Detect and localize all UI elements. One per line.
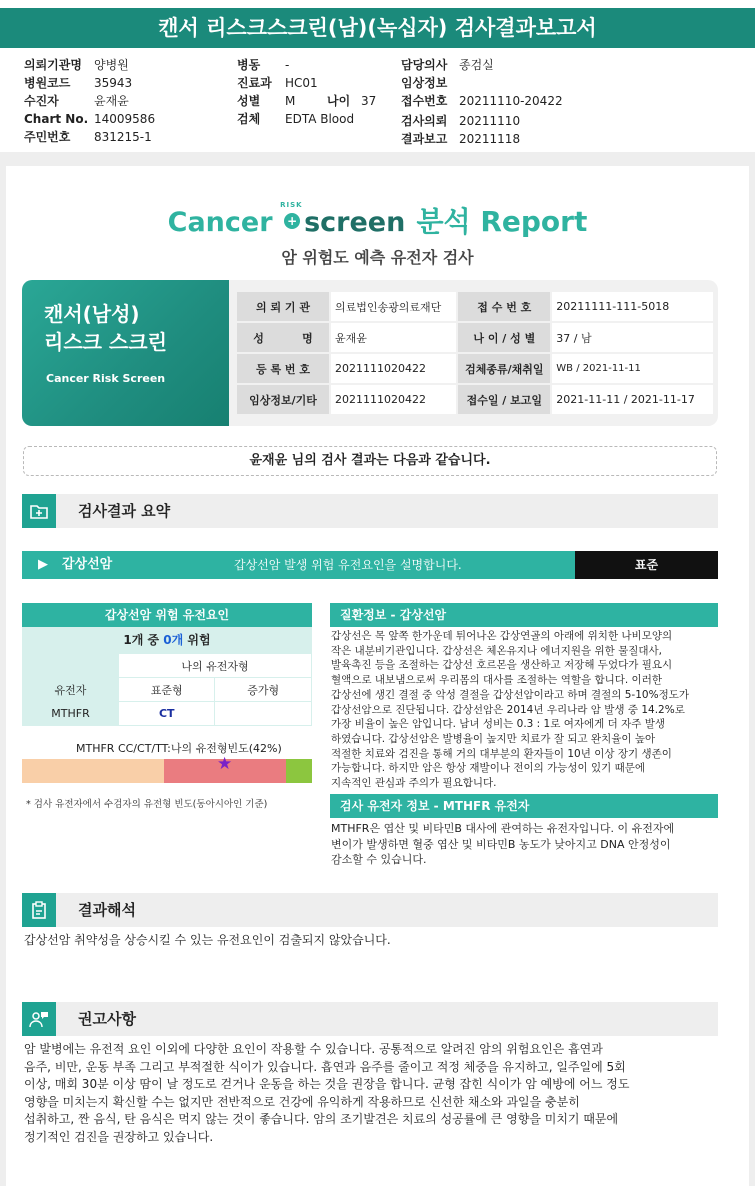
patient-info-table [235,290,715,416]
info-key: 성 명 [237,323,329,352]
section-title: 권고사항 [78,1010,136,1028]
header-value: 14009586 [94,112,156,126]
recommendation-text [24,1041,724,1147]
frequency-segment-cc [22,759,164,783]
section-title: 결과해석 [78,901,136,919]
risk-level-badge: 표준 [575,551,718,579]
category-desc: 갑상선암 발생 위험 유전요인을 설명합니다. [234,558,462,572]
header-label: 의뢰기관명 [24,58,82,72]
info-value: WB / 2021-11-11 [552,354,713,383]
logo-risk: RISK [280,201,303,209]
col-gene-header: 유전자 [23,678,119,702]
greeting-box: 윤재윤 님의 검사 결과는 다음과 같습니다. [23,446,717,476]
my-genotype-star-icon: ★ [217,754,233,774]
info-key: 검체종류/채취일 [458,354,550,383]
info-value: 20211111-111-5018 [552,292,713,321]
header-label: 병원코드 [24,76,71,90]
risk-box-title: 갑상선암 위험 유전요인 [22,603,312,627]
header-value: 35943 [94,76,133,90]
product-english: Cancer Risk Screen [46,372,166,385]
gene-info-text [331,821,716,868]
header-label: 접수번호 [401,94,448,108]
header-value: 831215-1 [94,130,152,144]
header-value: HC01 [285,76,318,90]
section-title: 검사결과 요약 [78,502,171,520]
recommendation-line: 암 발병에는 유전적 요인 이외에 다양한 요인이 작용할 수 있습니다. 공통적으로 알려진 암의 위험요인은 흡연과 [24,1042,603,1056]
page-edge-left [0,166,6,1186]
gene-info-line: 감소할 수 있습니다. [331,853,427,866]
header-label: 담당의사 [401,58,448,72]
disease-info-line: 작은 내분비기관입니다. 갑상선은 체온유지나 에너지원을 위한 물질대사, [331,644,662,657]
disease-info-line: 갑상선은 목 앞쪽 한가운데 튀어나온 갑상연골의 아래에 위치한 나비모양의 [331,630,673,642]
header-label: 검사의뢰 [401,114,448,128]
header-value: M [285,94,296,108]
gene-info-line: MTHFR은 엽산 및 비타민B 대사에 관여하는 유전자입니다. 이 유전자에 [331,822,675,835]
frequency-label: MTHFR CC/CT/TT:나의 유전형빈도(42%) [76,742,282,755]
header-label: 검체 [237,112,261,126]
disease-info-line: 적절한 치료와 검진을 통해 거의 대부분의 환자들이 10년 이상 장기 생존이 [331,747,672,760]
patient-info-card [22,280,718,426]
category-bar [22,551,718,579]
disease-info-line: 갑상선암으로 진단됩니다. 갑상선암은 2014년 우리나라 암 발생 중 14.2%로 [331,703,685,716]
normal-genotype-value: CT [119,702,215,726]
header-label: 결과보고 [401,132,448,146]
info-key: 임상정보/기타 [237,385,329,414]
brand-logo [0,200,755,240]
header-value: EDTA Blood [285,112,355,126]
report-title: 캔서 리스크스크린(남)(녹십자) 검사결과보고서 [0,8,755,48]
disease-info-text [331,629,716,791]
info-value: 윤재윤 [331,323,456,352]
folder-plus-icon [22,494,56,528]
info-value: 37 / 남 [552,323,713,352]
report-subtitle: 암 위험도 예측 유전자 검사 [281,248,474,267]
gene-name: MTHFR [23,702,119,726]
header-value: 20211118 [459,132,521,146]
doctor-consult-icon [22,1002,56,1036]
my-genotype-header: 나의 유전자형 [119,654,312,678]
risk-plus-icon: RISK + [280,201,303,228]
disease-info-line: 가장 비율이 높은 암입니다. 남녀 성비는 0.3 : 1로 여자에게 더 자주 발생 [331,718,666,731]
disease-info-line: 지속적인 관심과 주의가 필요합니다. [331,777,497,790]
frequency-note: * 검사 유전자에서 수검자의 유전형 빈도(동아시아인 기준) [26,799,268,810]
product-name-line1: 캔서(남성) [44,302,140,326]
logo-screen: screen [304,207,406,238]
col-increase-header: 증가형 [215,678,312,702]
recommendation-line: 섭취하고, 짠 음식, 탄 음식은 먹지 않는 것이 좋습니다. 암의 조기발견은 치료의 성공률에 큰 영향을 미치기 때문에 [24,1112,619,1127]
page-edge-right [749,166,755,1186]
header-value: 20211110 [459,114,521,128]
increase-genotype-value [215,702,312,726]
disease-info-title: 질환정보 - 갑상선암 [330,603,718,627]
info-key: 접수일 / 보고일 [458,385,550,414]
info-value: 2021111020422 [331,354,456,383]
product-panel [22,280,229,426]
header-label: 성별 [237,94,261,108]
col-normal-header: 표준형 [119,678,215,702]
summary-section-header [22,494,718,528]
frequency-segment-tt [286,759,312,783]
disease-info-line: 발육촉진 등을 조절하는 갑상선 호르몬을 생산하고 저장해 두었다가 필요시 [331,659,673,672]
product-name-line2: 리스크 스크린 [44,330,167,354]
header-label: 주민번호 [24,130,71,144]
frequency-bar [22,759,312,783]
recommendation-line: 정기적인 검진을 권장하고 있습니다. [24,1129,214,1144]
header-value: - [285,58,290,72]
recommendation-line: 영향을 미치는지 확신할 수는 없지만 전반적으로 건강에 유익하게 작용하므로 신선한 채소와 과일을 충분히 [24,1094,580,1109]
risk-count-suffix: 위험 [183,633,211,647]
interpretation-section-header [22,893,718,927]
info-key: 의 뢰 기 관 [237,292,329,321]
info-key: 접 수 번 호 [458,292,550,321]
recommendation-line: 이상, 매회 30분 이상 땀이 날 정도로 걷거나 운동을 하는 것을 권장을 합니다. 균형 잡힌 식이가 암 예방에 어느 정도 [24,1077,630,1092]
logo-analysis: 분석 Report [416,205,588,238]
header-col2 [237,56,376,128]
risk-count-value: 0개 [163,633,184,647]
logo-cancer: Cancer [167,207,273,238]
interpretation-text: 갑상선암 취약성을 상승시킬 수 있는 유전요인이 검출되지 않았습니다. [24,933,391,947]
risk-count-prefix: 1개 중 [123,633,164,647]
header-col1 [24,56,155,146]
header-value: 20211110-20422 [459,94,563,108]
genotype-table [22,653,312,726]
info-value: 2021111020422 [331,385,456,414]
disease-info-line: 하였습니다. 갑상선암은 발병율이 높지만 치료가 잘 되고 완치율이 높아 [331,732,656,745]
header-label: 진료과 [237,76,272,90]
disease-info-line: 혈액으로 내보냄으로써 우리몸의 대사를 조절하는 역할을 합니다. 이러한 [331,674,662,687]
header-label: 임상정보 [401,76,448,90]
play-arrow-icon: ▶ [38,557,48,572]
clipboard-icon [22,893,56,927]
age-label: 나이 [327,94,351,108]
divider-bar [0,152,755,166]
header-value: 양병원 [94,58,129,72]
header-value: 종검실 [459,58,494,72]
recommendation-line: 음주, 비만, 운동 부족 그리고 부적절한 식이가 있습니다. 흡연과 음주를 줄이고 적정 체중을 유지하고, 일주일에 5회 [24,1059,626,1074]
disease-info-line: 갑상선에 생긴 결절 중 악성 결절을 갑상선암이라고 하며 결절의 5-10%정도가 [331,688,689,701]
gene-info-line: 변이가 발생하면 혈중 엽산 및 비타민B 농도가 낮아지고 DNA 안정성이 [331,837,671,851]
gene-info-title: 검사 유전자 정보 - MTHFR 유전자 [330,794,718,818]
disease-info-line: 가능합니다. 하지만 암은 항상 재발이나 전이의 가능성이 있기 때문에 [331,762,646,775]
category-name: 갑상선암 [62,557,113,572]
info-key: 등 록 번 호 [237,354,329,383]
header-label: 수진자 [24,94,59,108]
risk-count [22,627,312,653]
header-col3 [401,56,563,148]
recommendation-section-header [22,1002,718,1036]
header-label: 병동 [237,58,261,72]
age-value: 37 [361,94,377,108]
header-label: Chart No. [24,112,89,126]
info-value: 2021-11-11 / 2021-11-17 [552,385,713,414]
header-value: 윤재윤 [94,94,129,108]
info-value: 의료법인송광의료재단 [331,292,456,321]
info-key: 나 이 / 성 별 [458,323,550,352]
